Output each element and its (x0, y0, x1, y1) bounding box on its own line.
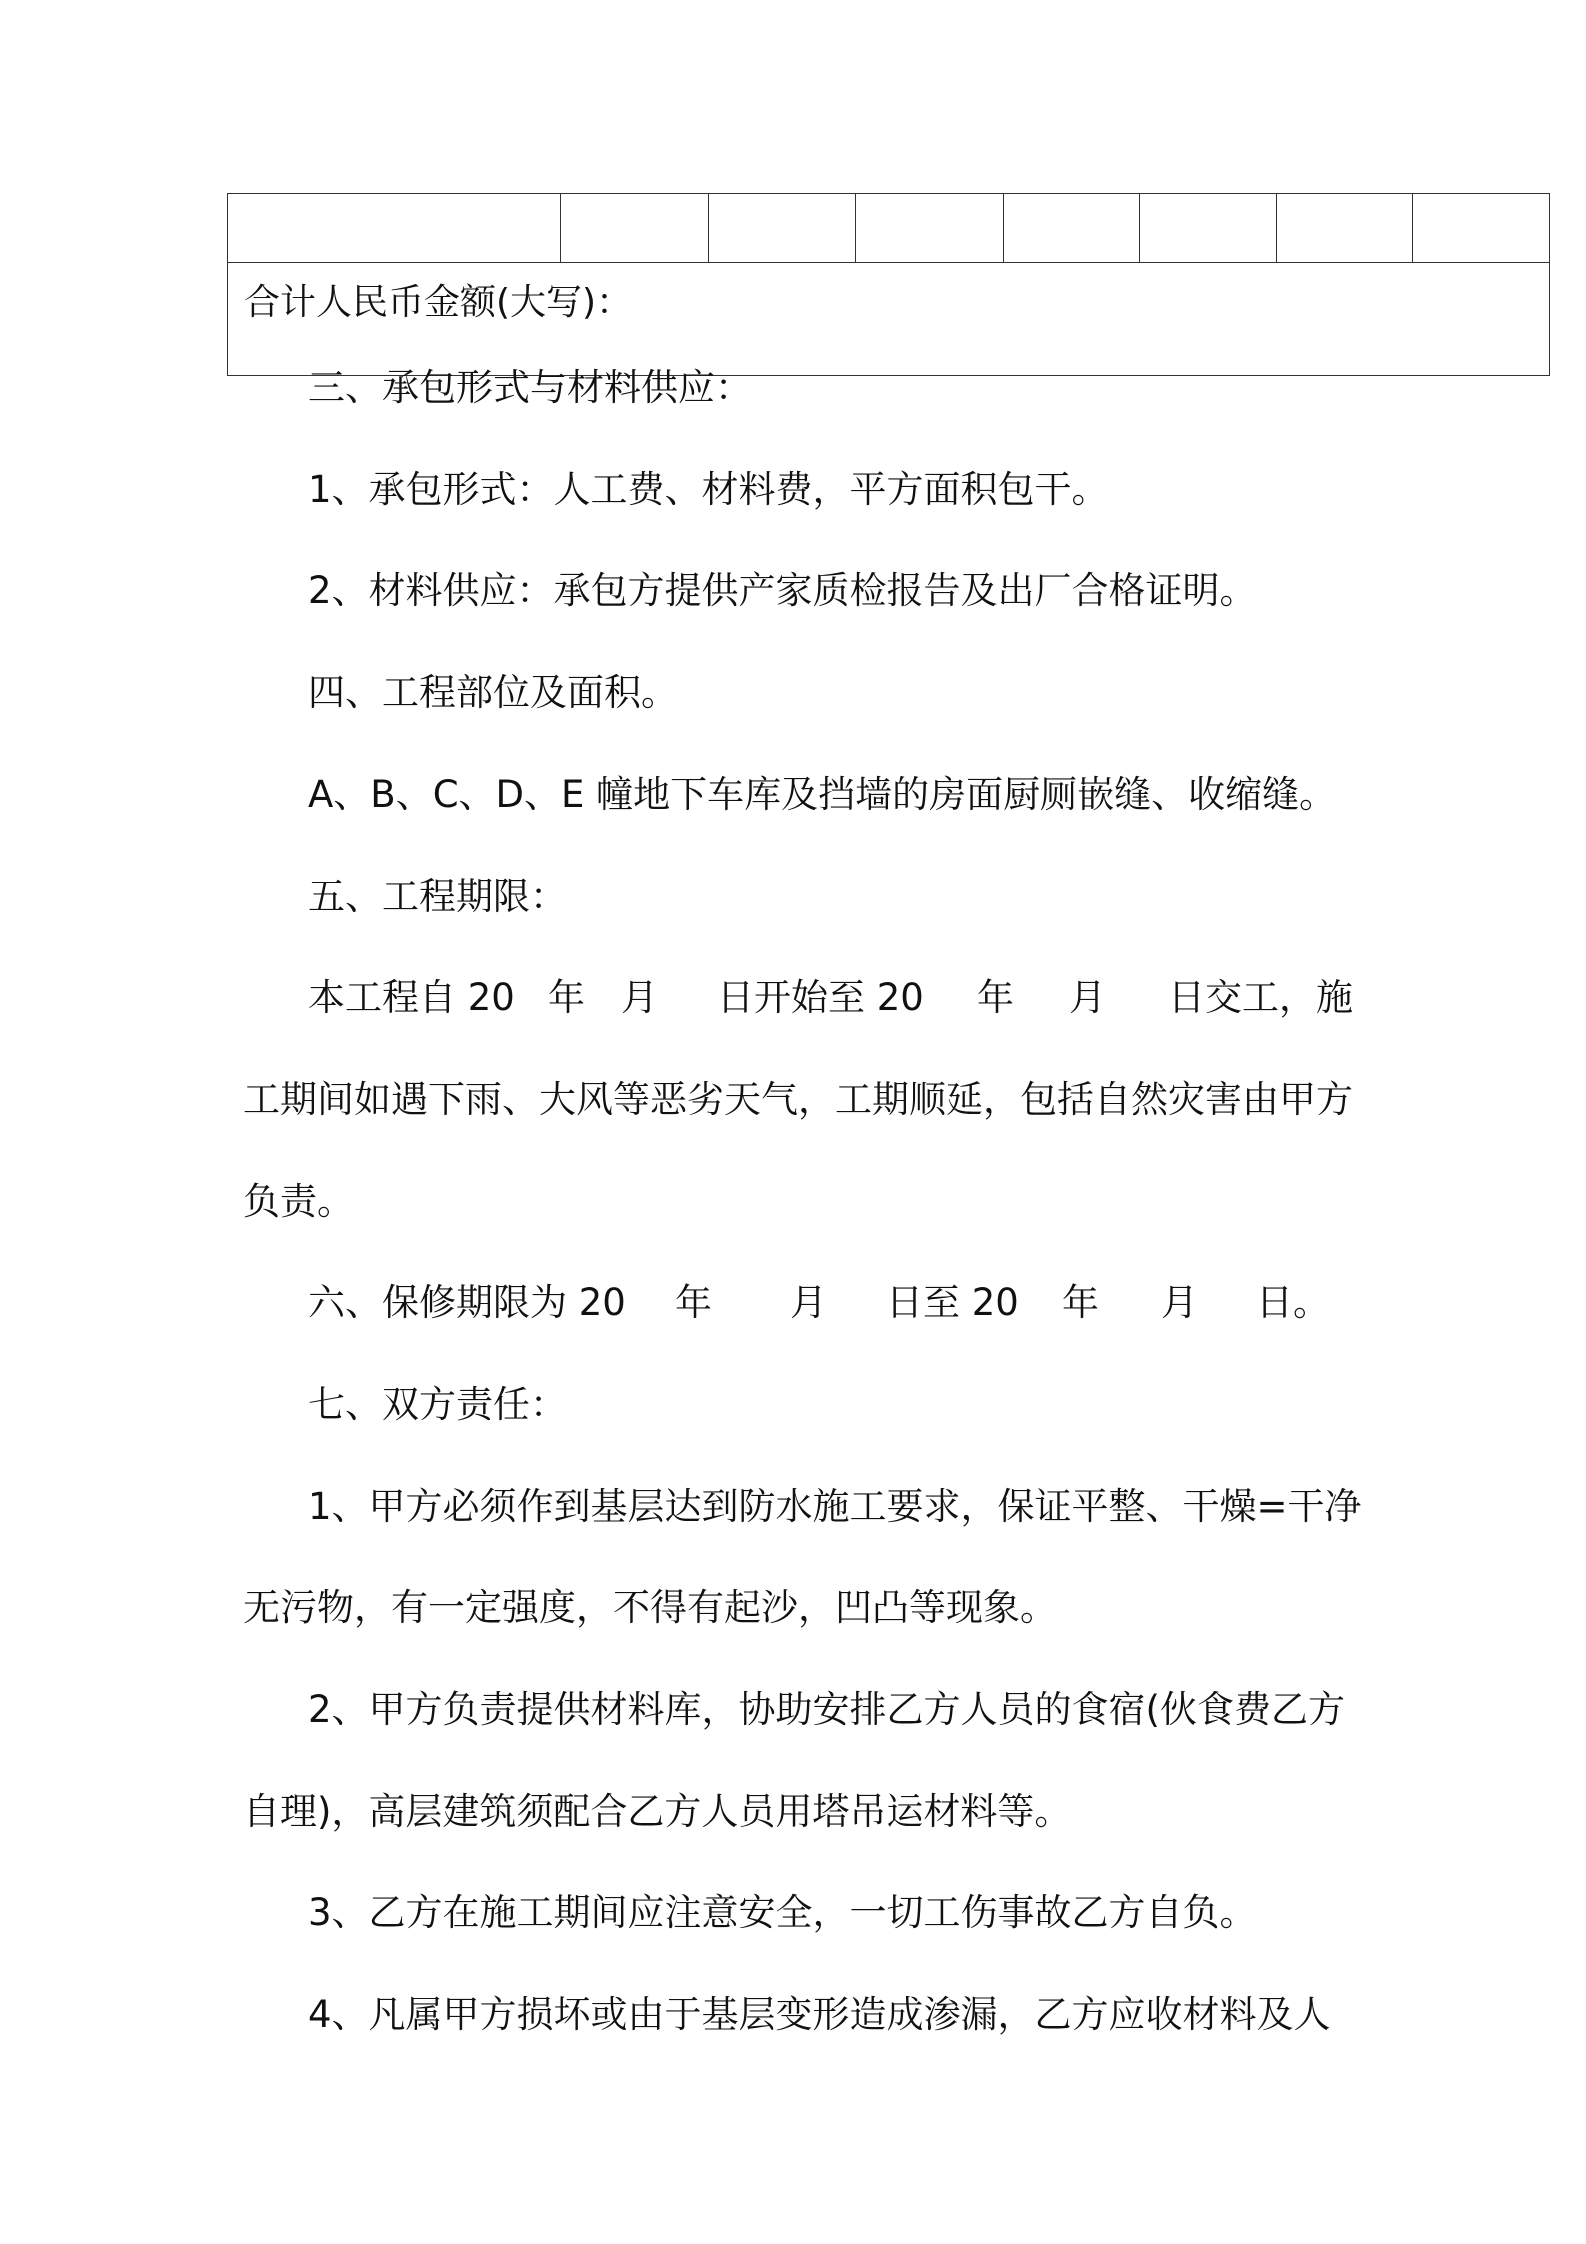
blank-cell (1004, 194, 1140, 263)
blank-cell (709, 194, 856, 263)
period-start-year-label: 年 (548, 976, 585, 1019)
warranty-end-year-label: 年 (1062, 1281, 1099, 1324)
section-3-item-1: 1、承包形式：人工费、材料费，平方面积包干。 (308, 468, 1109, 511)
total-amount-label: 合计人民币金额(大写)： (228, 263, 1550, 376)
section-7-item-3: 3、乙方在施工期间应注意安全，一切工伤事故乙方自负。 (308, 1891, 1257, 1934)
section-5-body-line-2: 工期间如遇下雨、大风等恶劣天气，工期顺延，包括自然灾害由甲方 (243, 1078, 1353, 1121)
blank-cell (1277, 194, 1413, 263)
blank-amount-row (228, 194, 1550, 263)
warranty-end-month-label: 月 (1161, 1281, 1198, 1324)
section-4-body: A、B、C、D、E 幢地下车库及挡墙的房面厨厕嵌缝、收缩缝。 (308, 773, 1337, 816)
warranty-end-day-label: 日。 (1256, 1281, 1330, 1324)
period-start-prefix: 本工程自 20 (308, 976, 515, 1019)
total-amount-row (228, 263, 1550, 376)
section-7-title: 七、双方责任： (308, 1383, 567, 1426)
section-7-item-2-line-1: 2、甲方负责提供材料库，协助安排乙方人员的食宿(伙食费乙方 (308, 1688, 1345, 1731)
blank-cell (561, 194, 709, 263)
section-7-item-1-line-2: 无污物，有一定强度，不得有起沙，凹凸等现象。 (243, 1586, 1057, 1629)
section-7-item-4-line-1: 4、凡属甲方损坏或由于基层变形造成渗漏，乙方应收材料及人 (308, 1993, 1331, 2036)
section-6-warranty-line (243, 1280, 1358, 1328)
period-start-month-label: 月 (621, 976, 658, 1019)
section-5-title: 五、工程期限： (308, 875, 567, 918)
warranty-start-year-label: 年 (675, 1281, 712, 1324)
section-3-item-2: 2、材料供应：承包方提供产家质检报告及出厂合格证明。 (308, 569, 1257, 612)
period-end-year-label: 年 (977, 976, 1014, 1019)
section-7-item-1-line-1: 1、甲方必须作到基层达到防水施工要求，保证平整、干燥=干净 (308, 1485, 1362, 1528)
period-start-day-label: 日开始至 20 (717, 976, 924, 1019)
blank-cell (856, 194, 1004, 263)
section-5-body-line-3: 负责。 (243, 1180, 354, 1223)
section-5-period-line (243, 975, 1358, 1023)
section-4-title: 四、工程部位及面积。 (308, 671, 678, 714)
blank-cell (1413, 194, 1550, 263)
warranty-start-day-label: 日至 20 (886, 1281, 1019, 1324)
blank-cell (228, 194, 561, 263)
warranty-start-month-label: 月 (790, 1281, 827, 1324)
amount-table (227, 193, 1550, 376)
period-end-month-label: 月 (1069, 976, 1106, 1019)
warranty-prefix: 六、保修期限为 20 (308, 1281, 626, 1324)
period-end-day-label: 日交工，施 (1168, 976, 1353, 1019)
section-7-item-2-line-2: 自理)，高层建筑须配合乙方人员用塔吊运材料等。 (243, 1790, 1072, 1833)
blank-cell (1140, 194, 1277, 263)
section-3-title: 三、承包形式与材料供应： (308, 366, 752, 409)
